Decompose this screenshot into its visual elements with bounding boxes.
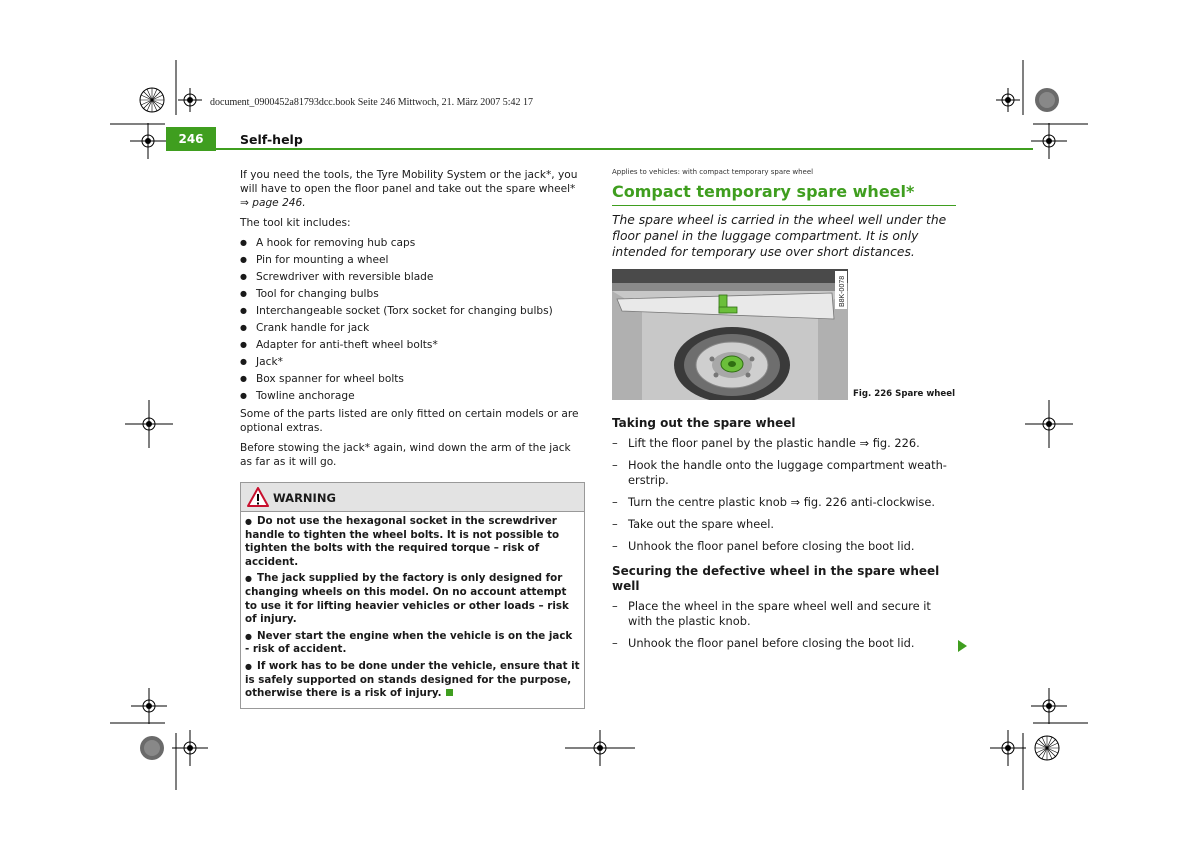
- list-item: ● Towline anchorage: [240, 389, 585, 403]
- list-item: – Unhook the floor panel before closing the boot lid.: [612, 636, 956, 651]
- subheading-taking-out: Taking out the spare wheel: [612, 416, 796, 430]
- list-item: – Place the wheel in the spare wheel well and secure it with the plastic knob.: [612, 599, 956, 629]
- note-stow-jack: Before stowing the jack* again, wind down the arm of the jack as far as it will go.: [240, 442, 571, 468]
- list-item: ● Screwdriver with reversible blade: [240, 270, 585, 284]
- page-reference-link[interactable]: ⇒ page 246.: [240, 197, 306, 209]
- next-page-arrow-icon[interactable]: [958, 640, 967, 652]
- section-title: Self-help: [240, 132, 303, 147]
- spare-wheel-figure: [612, 269, 848, 400]
- list-item: ● Tool for changing bulbs: [240, 287, 585, 301]
- list-item: – Hook the handle onto the luggage compartment weath-erstrip.: [612, 458, 956, 488]
- list-item: – Lift the floor panel by the plastic handle ⇒ fig. 226.: [612, 436, 956, 451]
- intro-text: If you need the tools, the Tyre Mobility System or the jack*, you will have to open the floor panel and take out the spare wheel*: [240, 169, 578, 195]
- applies-to-note: Applies to vehicles: with compact temporary spare wheel: [612, 168, 814, 176]
- intro-italic: The spare wheel is carried in the wheel well under the floor panel in the luggage compartment. It is only intended for temporary use over short distances.: [612, 213, 947, 259]
- tool-list: [240, 236, 585, 403]
- list-item: ● Jack*: [240, 355, 585, 369]
- end-of-section-icon: [446, 689, 453, 696]
- warning-item: ● If work has to be done under the vehicle, ensure that it is safely supported on stands designed for the purpose, otherwise there is a risk of injury.: [245, 659, 580, 700]
- warning-item: ● Never start the engine when the vehicle is on the jack - risk of accident.: [245, 629, 573, 656]
- right-column: [612, 168, 956, 260]
- steps-section: [612, 416, 956, 658]
- list-item: ● Pin for mounting a wheel: [240, 253, 585, 267]
- main-heading: Compact temporary spare wheel*: [612, 182, 915, 201]
- list-item: ● Box spanner for wheel bolts: [240, 372, 585, 386]
- warning-header: [241, 483, 584, 512]
- list-item: – Unhook the floor panel before closing the boot lid.: [612, 539, 956, 554]
- warning-box: [240, 482, 585, 709]
- page-number: 246: [178, 132, 204, 146]
- intro-paragraph: [240, 168, 585, 210]
- heading-rule: [612, 205, 956, 206]
- figure-caption: Fig. 226 Spare wheel: [853, 389, 956, 399]
- print-header: document_0900452a81793dcc.book Seite 246 Mittwoch, 21. März 2007 5:42 17: [210, 97, 534, 108]
- warning-item: ● The jack supplied by the factory is only designed for changing wheels on this model. On no account attempt to use it for lifting heavier vehicles or other loads – risk of injury.: [245, 572, 569, 626]
- warning-title: WARNING: [273, 491, 336, 505]
- list-item: ● A hook for removing hub caps: [240, 236, 585, 250]
- list-item: – Turn the centre plastic knob ⇒ fig. 226 anti-clockwise.: [612, 495, 956, 510]
- list-item: ● Adapter for anti-theft wheel bolts*: [240, 338, 585, 352]
- toolkit-intro: The tool kit includes:: [240, 217, 351, 229]
- left-column: [240, 168, 585, 475]
- list-item: ● Crank handle for jack: [240, 321, 585, 335]
- note-optional-parts: Some of the parts listed are only fitted on certain models or are optional extras.: [240, 408, 579, 434]
- warning-triangle-icon: [247, 487, 269, 507]
- steps-list-1: [612, 436, 956, 554]
- subheading-securing: Securing the defective wheel in the spare wheel well: [612, 564, 940, 593]
- steps-list-2: [612, 599, 956, 651]
- list-item: ● Interchangeable socket (Torx socket for changing bulbs): [240, 304, 585, 318]
- warning-item: ● Do not use the hexagonal socket in the screwdriver handle to tighten the wheel bolts. It is not possible to tighten the bolts with the required torque – risk of accident.: [245, 515, 560, 568]
- header-rule: [216, 148, 1033, 150]
- list-item: – Take out the spare wheel.: [612, 517, 956, 532]
- warning-body: [241, 512, 584, 708]
- figure-code: B8K-0078: [839, 275, 846, 307]
